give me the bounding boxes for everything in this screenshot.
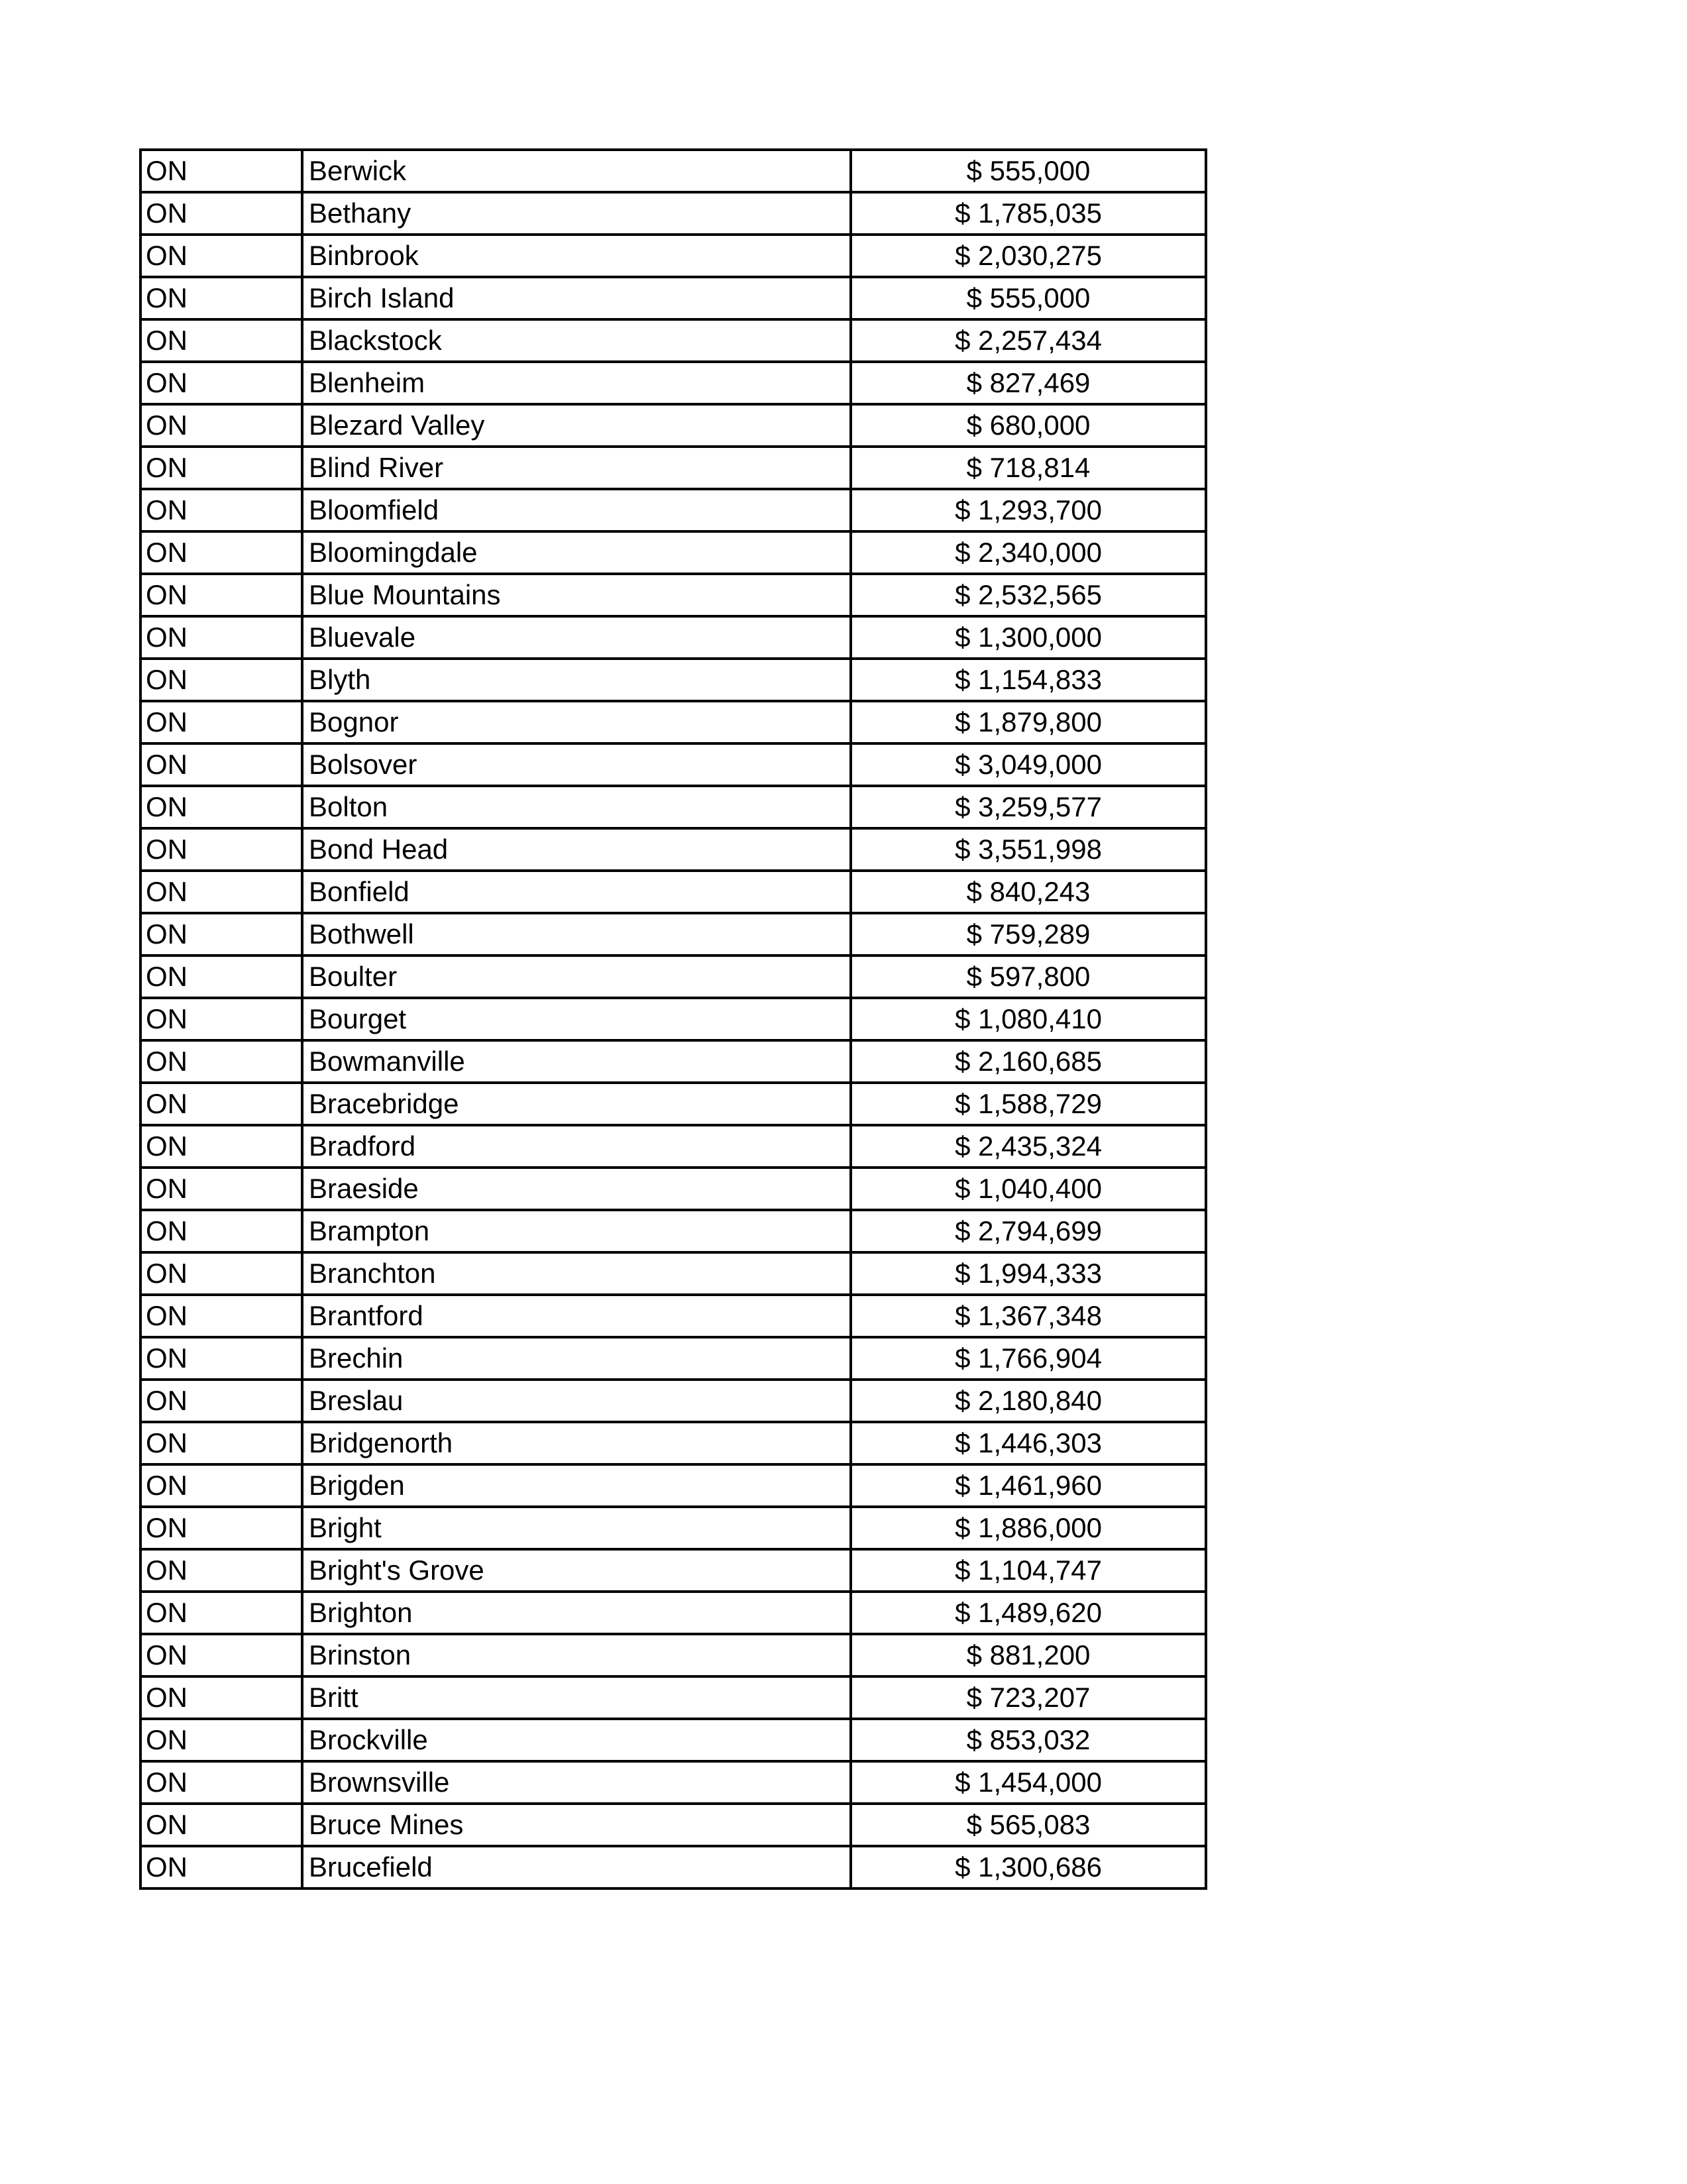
city-cell: Brantford <box>302 1295 851 1337</box>
city-cell: Boulter <box>302 956 851 998</box>
province-cell: ON <box>140 1252 302 1295</box>
province-cell: ON <box>140 616 302 659</box>
price-cell: $ 1,461,960 <box>851 1464 1206 1507</box>
province-cell: ON <box>140 1719 302 1761</box>
city-cell: Brucefield <box>302 1846 851 1888</box>
table-row <box>140 1719 1206 1761</box>
city-cell: Breslau <box>302 1380 851 1422</box>
province-cell: ON <box>140 1337 302 1380</box>
province-cell: ON <box>140 1422 302 1464</box>
table-row <box>140 659 1206 701</box>
city-cell: Britt <box>302 1676 851 1719</box>
table-row <box>140 786 1206 828</box>
price-cell: $ 1,300,000 <box>851 616 1206 659</box>
city-cell: Brighton <box>302 1592 851 1634</box>
province-cell: ON <box>140 998 302 1040</box>
province-cell: ON <box>140 150 302 192</box>
price-cell: $ 840,243 <box>851 871 1206 913</box>
city-cell: Bourget <box>302 998 851 1040</box>
city-cell: Brockville <box>302 1719 851 1761</box>
table-row <box>140 913 1206 956</box>
city-cell: Brigden <box>302 1464 851 1507</box>
table-row <box>140 1549 1206 1592</box>
price-cell: $ 718,814 <box>851 447 1206 489</box>
province-cell: ON <box>140 192 302 235</box>
price-cell: $ 565,083 <box>851 1804 1206 1846</box>
price-cell: $ 1,994,333 <box>851 1252 1206 1295</box>
city-cell: Blezard Valley <box>302 404 851 447</box>
province-cell: ON <box>140 913 302 956</box>
price-cell: $ 2,532,565 <box>851 574 1206 616</box>
price-cell: $ 1,104,747 <box>851 1549 1206 1592</box>
table-row <box>140 871 1206 913</box>
province-cell: ON <box>140 743 302 786</box>
province-cell: ON <box>140 786 302 828</box>
city-cell: Bowmanville <box>302 1040 851 1083</box>
province-cell: ON <box>140 235 302 277</box>
table-row <box>140 828 1206 871</box>
price-cell: $ 1,040,400 <box>851 1168 1206 1210</box>
table-row <box>140 150 1206 192</box>
price-cell: $ 1,080,410 <box>851 998 1206 1040</box>
table-row <box>140 1083 1206 1125</box>
province-cell: ON <box>140 1464 302 1507</box>
city-cell: Bradford <box>302 1125 851 1168</box>
table-row <box>140 701 1206 743</box>
table-row <box>140 192 1206 235</box>
price-cell: $ 853,032 <box>851 1719 1206 1761</box>
price-cell: $ 881,200 <box>851 1634 1206 1676</box>
city-cell: Blyth <box>302 659 851 701</box>
province-cell: ON <box>140 1040 302 1083</box>
province-cell: ON <box>140 659 302 701</box>
province-cell: ON <box>140 447 302 489</box>
province-cell: ON <box>140 1125 302 1168</box>
table-row <box>140 1507 1206 1549</box>
province-cell: ON <box>140 1380 302 1422</box>
price-cell: $ 2,435,324 <box>851 1125 1206 1168</box>
table-row <box>140 277 1206 319</box>
table-row <box>140 1761 1206 1804</box>
price-cell: $ 1,785,035 <box>851 192 1206 235</box>
table-row <box>140 1634 1206 1676</box>
province-cell: ON <box>140 531 302 574</box>
province-cell: ON <box>140 319 302 362</box>
city-cell: Brownsville <box>302 1761 851 1804</box>
table-row <box>140 1422 1206 1464</box>
price-cell: $ 1,300,686 <box>851 1846 1206 1888</box>
table-row <box>140 362 1206 404</box>
city-cell: Bluevale <box>302 616 851 659</box>
price-cell: $ 827,469 <box>851 362 1206 404</box>
table-row <box>140 319 1206 362</box>
province-cell: ON <box>140 277 302 319</box>
province-cell: ON <box>140 1210 302 1252</box>
table-row <box>140 235 1206 277</box>
table-row <box>140 743 1206 786</box>
table-body <box>140 150 1206 1888</box>
table-row <box>140 1295 1206 1337</box>
province-cell: ON <box>140 1634 302 1676</box>
price-cell: $ 2,340,000 <box>851 531 1206 574</box>
table-row <box>140 1592 1206 1634</box>
price-cell: $ 555,000 <box>851 150 1206 192</box>
province-cell: ON <box>140 1592 302 1634</box>
province-cell: ON <box>140 362 302 404</box>
province-cell: ON <box>140 1804 302 1846</box>
table-row <box>140 1210 1206 1252</box>
table-row <box>140 1464 1206 1507</box>
price-cell: $ 759,289 <box>851 913 1206 956</box>
price-cell: $ 1,766,904 <box>851 1337 1206 1380</box>
city-cell: Bonfield <box>302 871 851 913</box>
table-row <box>140 574 1206 616</box>
table-row <box>140 1846 1206 1888</box>
price-cell: $ 3,551,998 <box>851 828 1206 871</box>
city-cell: Birch Island <box>302 277 851 319</box>
city-cell: Bloomingdale <box>302 531 851 574</box>
province-cell: ON <box>140 574 302 616</box>
table-row <box>140 489 1206 531</box>
province-cell: ON <box>140 489 302 531</box>
price-cell: $ 1,588,729 <box>851 1083 1206 1125</box>
province-cell: ON <box>140 1549 302 1592</box>
table-row <box>140 998 1206 1040</box>
table-row <box>140 616 1206 659</box>
city-cell: Bright's Grove <box>302 1549 851 1592</box>
price-cell: $ 3,049,000 <box>851 743 1206 786</box>
province-cell: ON <box>140 1761 302 1804</box>
table-row <box>140 956 1206 998</box>
price-cell: $ 2,180,840 <box>851 1380 1206 1422</box>
city-cell: Bethany <box>302 192 851 235</box>
city-cell: Blue Mountains <box>302 574 851 616</box>
table-row <box>140 1168 1206 1210</box>
price-cell: $ 1,446,303 <box>851 1422 1206 1464</box>
price-cell: $ 1,367,348 <box>851 1295 1206 1337</box>
province-cell: ON <box>140 1295 302 1337</box>
price-cell: $ 1,293,700 <box>851 489 1206 531</box>
price-cell: $ 680,000 <box>851 404 1206 447</box>
city-cell: Binbrook <box>302 235 851 277</box>
province-cell: ON <box>140 404 302 447</box>
table-row <box>140 531 1206 574</box>
city-cell: Bruce Mines <box>302 1804 851 1846</box>
table-row <box>140 1125 1206 1168</box>
price-cell: $ 2,030,275 <box>851 235 1206 277</box>
province-cell: ON <box>140 871 302 913</box>
city-cell: Blenheim <box>302 362 851 404</box>
city-cell: Braeside <box>302 1168 851 1210</box>
province-cell: ON <box>140 1676 302 1719</box>
price-cell: $ 555,000 <box>851 277 1206 319</box>
price-cell: $ 1,886,000 <box>851 1507 1206 1549</box>
city-cell: Bracebridge <box>302 1083 851 1125</box>
city-cell: Bognor <box>302 701 851 743</box>
table-row <box>140 404 1206 447</box>
city-cell: Bright <box>302 1507 851 1549</box>
province-cell: ON <box>140 1507 302 1549</box>
data-table <box>139 148 1207 1890</box>
table-row <box>140 1676 1206 1719</box>
city-cell: Blackstock <box>302 319 851 362</box>
price-cell: $ 2,257,434 <box>851 319 1206 362</box>
price-cell: $ 597,800 <box>851 956 1206 998</box>
province-cell: ON <box>140 1846 302 1888</box>
city-cell: Brechin <box>302 1337 851 1380</box>
price-cell: $ 1,879,800 <box>851 701 1206 743</box>
province-cell: ON <box>140 956 302 998</box>
city-cell: Branchton <box>302 1252 851 1295</box>
city-cell: Berwick <box>302 150 851 192</box>
price-cell: $ 1,154,833 <box>851 659 1206 701</box>
province-cell: ON <box>140 701 302 743</box>
city-cell: Blind River <box>302 447 851 489</box>
city-cell: Bolsover <box>302 743 851 786</box>
city-cell: Bloomfield <box>302 489 851 531</box>
province-cell: ON <box>140 1168 302 1210</box>
table-row <box>140 1040 1206 1083</box>
province-cell: ON <box>140 1083 302 1125</box>
table-row <box>140 447 1206 489</box>
price-cell: $ 2,794,699 <box>851 1210 1206 1252</box>
table-row <box>140 1380 1206 1422</box>
price-cell: $ 1,454,000 <box>851 1761 1206 1804</box>
city-cell: Bothwell <box>302 913 851 956</box>
price-cell: $ 1,489,620 <box>851 1592 1206 1634</box>
price-cell: $ 2,160,685 <box>851 1040 1206 1083</box>
city-cell: Bridgenorth <box>302 1422 851 1464</box>
table-row <box>140 1252 1206 1295</box>
city-cell: Bolton <box>302 786 851 828</box>
table-row <box>140 1337 1206 1380</box>
table-row <box>140 1804 1206 1846</box>
city-cell: Brampton <box>302 1210 851 1252</box>
price-cell: $ 723,207 <box>851 1676 1206 1719</box>
price-cell: $ 3,259,577 <box>851 786 1206 828</box>
province-cell: ON <box>140 828 302 871</box>
city-cell: Bond Head <box>302 828 851 871</box>
city-cell: Brinston <box>302 1634 851 1676</box>
